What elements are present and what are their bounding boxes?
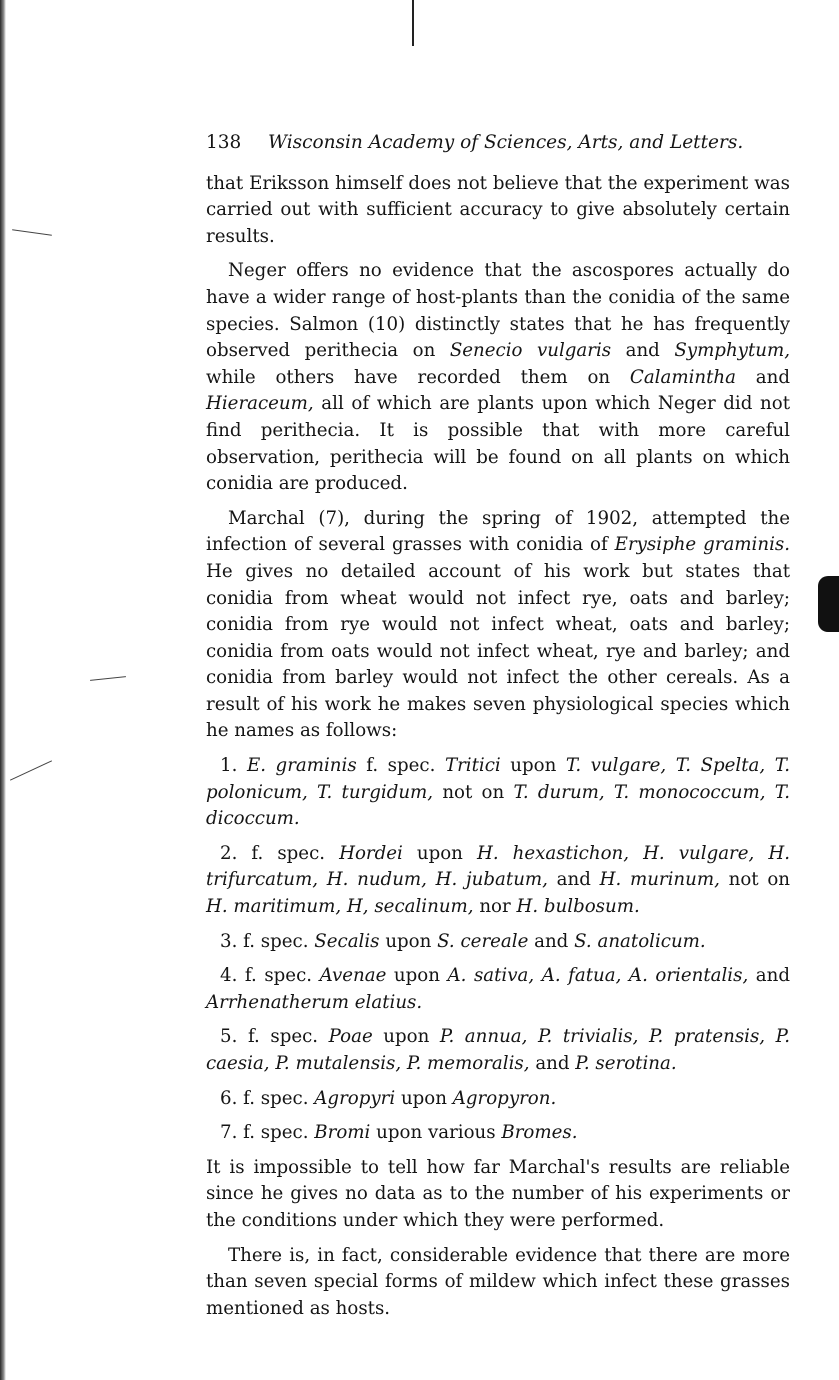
list-item: 5. f. spec. Poae upon P. annua, P. trivialis, P. pratensis, P. caesia, P. mutalensis, P. memoralis, and P. serotina. <box>206 1026 790 1074</box>
list-item: 4. f. spec. Avenae upon A. sativa, A. fatua, A. orientalis, and Arrhenatherum elatius. <box>206 965 790 1013</box>
journal-title: Wisconsin Academy of Sciences, Arts, and Letters. <box>268 132 744 153</box>
paragraph: It is impossible to tell how far Marchal's results are reliable since he gives no data as to the number of his experiments or the conditions under which they were performed. <box>206 1156 790 1231</box>
list-item: 7. f. spec. Bromi upon various Bromes. <box>220 1122 578 1144</box>
page-number: 138 <box>206 132 242 153</box>
running-header <box>206 130 790 157</box>
page-text <box>206 130 790 1330</box>
paragraph: There is, in fact, considerable evidence that there are more than seven special forms of mildew which infect these grasses mentioned as hosts. <box>206 1244 790 1319</box>
list-item: 1. E. graminis f. spec. Tritici upon T. vulgare, T. Spelta, T. polonicum, T. turgidum, not on T. durum, T. monococcum, T. dicoccum. <box>206 755 790 830</box>
list-item: 2. f. spec. Hordei upon H. hexastichon, H. vulgare, H. trifurcatum, H. nudum, H. jubatum, and H. murinum, not on H. maritimum, H, secalinum, nor H. bulbosum. <box>206 842 790 918</box>
list-item: 3. f. spec. Secalis upon S. cereale and S. anatolicum. <box>220 930 706 952</box>
stray-pencil-mark <box>12 229 52 236</box>
binding-mark <box>412 0 414 46</box>
paragraph: that Eriksson himself does not believe that the experiment was carried out with sufficient accuracy to give absolutely certain results. <box>206 172 790 247</box>
page-edge-shadow <box>0 0 6 1380</box>
paragraph: Marchal (7), during the spring of 1902, attempted the infection of several grasses with conidia of Erysiphe graminis. He gives no detailed account of his work but states that conidia from wheat would not infect rye, oats and barley; conidia from rye would not infect wheat, oats and barley; conidia from oats would not infect wheat, rye and barley; and conidia from barley would not infect the other cereals. As a result of his work he makes seven physiological species which he names as follows: <box>206 507 791 742</box>
paragraph: Neger offers no evidence that the ascospores actually do have a wider range of host-plants than the conidia of the same species. Salmon (10) distinctly states that he has frequently observed perithecia on Senecio vulgaris and Symphytum, while others have recorded them on Calamintha and Hieraceum, all of which are plants upon which Neger did not find perithecia. It is possible that with more careful observation, perithecia will be found on all plants on which conidia are produced. <box>206 260 790 495</box>
stray-pencil-mark <box>10 760 52 780</box>
page-tab-mark <box>818 576 839 632</box>
stray-pencil-mark <box>90 676 126 681</box>
list-item: 6. f. spec. Agropyri upon Agropyron. <box>220 1087 557 1109</box>
